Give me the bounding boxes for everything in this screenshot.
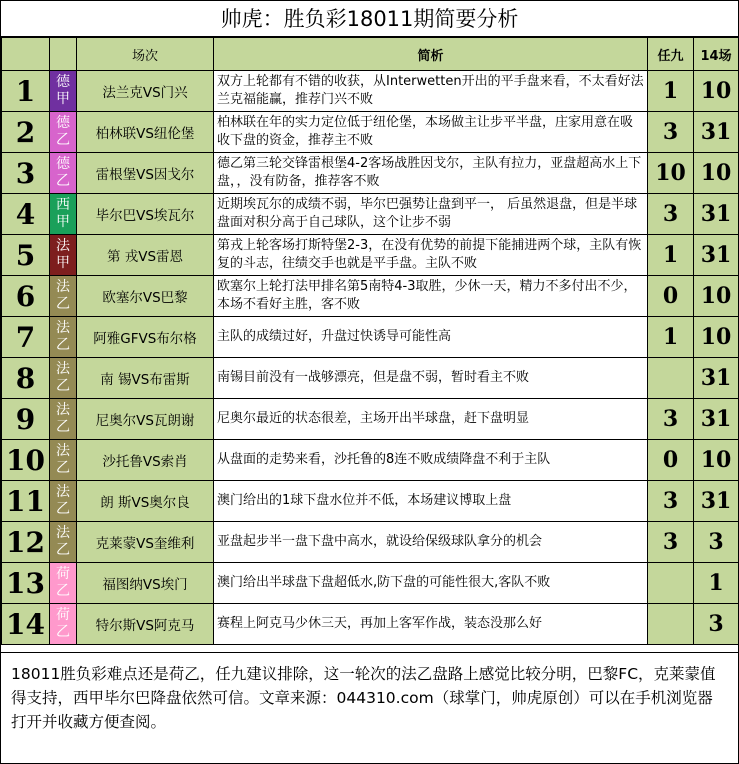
renjiu-pick: 3 [648, 522, 694, 563]
match-name: 雷根堡VS因戈尔 [77, 153, 214, 194]
league-char-1: 德 [56, 156, 70, 172]
match-analysis: 从盘面的走势来看，沙托鲁的8连不败成绩降盘不利于主队 [214, 440, 648, 481]
match-number: 10 [2, 440, 50, 481]
renjiu-pick [648, 604, 694, 645]
match-analysis: 南锡目前没有一战够漂亮，但是盘不弱，暂时看主不败 [214, 358, 648, 399]
match-name: 朗 斯VS奥尔良 [77, 481, 214, 522]
header-analysis: 简析 [214, 38, 648, 71]
table-row [2, 276, 739, 317]
league-badge [50, 358, 77, 399]
league-char-1: 法 [56, 361, 70, 377]
league-char-1: 法 [56, 525, 70, 541]
fourteen-pick: 31 [694, 235, 739, 276]
league-badge [50, 153, 77, 194]
match-name: 法兰克VS门兴 [77, 71, 214, 112]
league-badge [50, 317, 77, 358]
match-analysis: 双方上轮都有不错的收获，从Interwetten开出的平手盘来看，不太看好法兰克福能赢，推荐门兴不败 [214, 71, 648, 112]
league-badge [50, 71, 77, 112]
match-name: 欧塞尔VS巴黎 [77, 276, 214, 317]
match-name: 福图纳VS埃门 [77, 563, 214, 604]
table-row [2, 604, 739, 645]
renjiu-pick [648, 563, 694, 604]
league-badge [50, 399, 77, 440]
fourteen-pick: 31 [694, 112, 739, 153]
match-number: 2 [2, 112, 50, 153]
table-row [2, 317, 739, 358]
match-number: 11 [2, 481, 50, 522]
league-char-2: 乙 [56, 173, 70, 189]
league-badge [50, 604, 77, 645]
match-name: 毕尔巴VS埃瓦尔 [77, 194, 214, 235]
match-analysis: 柏林联在年的实力定位低于纽伦堡，本场做主让步平半盘，庄家用意在吸收下盘的资金，推荐主不败 [214, 112, 648, 153]
match-name: 南 锡VS布雷斯 [77, 358, 214, 399]
match-number: 6 [2, 276, 50, 317]
match-analysis: 澳门给出的1球下盘水位并不低，本场建议博取上盘 [214, 481, 648, 522]
league-char-1: 法 [56, 402, 70, 418]
league-badge [50, 276, 77, 317]
fourteen-pick: 3 [694, 522, 739, 563]
match-analysis: 澳门给出半球盘下盘超低水,防下盘的可能性很大,客队不败 [214, 563, 648, 604]
league-char-2: 乙 [56, 583, 70, 599]
fourteen-pick: 10 [694, 440, 739, 481]
table-row [2, 358, 739, 399]
match-number: 4 [2, 194, 50, 235]
league-char-2: 乙 [56, 542, 70, 558]
league-badge [50, 563, 77, 604]
match-name: 阿雅GFVS布尔格 [77, 317, 214, 358]
match-name: 尼奥尔VS瓦朗谢 [77, 399, 214, 440]
renjiu-pick: 10 [648, 153, 694, 194]
fourteen-pick: 10 [694, 276, 739, 317]
renjiu-pick: 1 [648, 317, 694, 358]
header-league [50, 38, 77, 71]
league-badge [50, 440, 77, 481]
match-analysis: 德乙第三轮交锋雷根堡4-2客场战胜因戈尔，主队有拉力，亚盘超高水上下盘，，没有防备，推荐客不败 [214, 153, 648, 194]
renjiu-pick: 0 [648, 440, 694, 481]
match-number: 5 [2, 235, 50, 276]
league-char-2: 乙 [56, 501, 70, 517]
league-char-2: 乙 [56, 337, 70, 353]
renjiu-pick: 1 [648, 235, 694, 276]
match-analysis: 赛程上阿克马少休三天，再加上客军作战，装态没那么好 [214, 604, 648, 645]
page-title: 帅虎：胜负彩18011期简要分析 [1, 1, 738, 37]
fourteen-pick: 31 [694, 481, 739, 522]
fourteen-pick: 1 [694, 563, 739, 604]
table-row [2, 194, 739, 235]
table-row [2, 440, 739, 481]
match-number: 8 [2, 358, 50, 399]
renjiu-pick: 0 [648, 276, 694, 317]
summary-note: 18011胜负彩难点还是荷乙，任九建议排除，这一轮次的法乙盘路上感觉比较分明，巴黎FC，克莱蒙值得支持，西甲毕尔巴降盘依然可信。文章来源：044310.com（球掌门，帅虎原创）可以在手机浏览器打开并收藏方便查阅。 [1, 652, 738, 763]
table-row [2, 71, 739, 112]
match-number: 7 [2, 317, 50, 358]
fourteen-pick: 10 [694, 71, 739, 112]
table-header-row [2, 38, 739, 71]
league-char-1: 法 [56, 279, 70, 295]
match-analysis: 主队的成绩过好，升盘过快诱导可能性高 [214, 317, 648, 358]
header-renjiu: 任九 [648, 38, 694, 71]
match-analysis: 欧塞尔上轮打法甲排名第5南特4-3取胜，少休一天，精力不多付出不少，本场不看好主胜，客不败 [214, 276, 648, 317]
match-table [1, 37, 739, 645]
table-row [2, 399, 739, 440]
match-analysis: 近期埃瓦尔的成绩不弱，毕尔巴强势让盘到平一， 后虽然退盘，但是半球盘面对积分高于自己球队，这个让步不弱 [214, 194, 648, 235]
table-row [2, 235, 739, 276]
renjiu-pick: 3 [648, 194, 694, 235]
renjiu-pick: 3 [648, 399, 694, 440]
table-row [2, 522, 739, 563]
fourteen-pick: 10 [694, 153, 739, 194]
league-badge [50, 481, 77, 522]
fourteen-pick: 3 [694, 604, 739, 645]
league-badge [50, 194, 77, 235]
fourteen-pick: 10 [694, 317, 739, 358]
league-char-1: 德 [56, 74, 70, 90]
match-name: 沙托鲁VS索肖 [77, 440, 214, 481]
league-badge [50, 235, 77, 276]
match-number: 9 [2, 399, 50, 440]
renjiu-pick: 1 [648, 71, 694, 112]
league-char-1: 德 [56, 115, 70, 131]
header-fourteen: 14场 [694, 38, 739, 71]
match-number: 13 [2, 563, 50, 604]
fourteen-pick: 31 [694, 194, 739, 235]
match-name: 第 戎VS雷恩 [77, 235, 214, 276]
league-char-2: 乙 [56, 132, 70, 148]
match-name: 克莱蒙VS奎维利 [77, 522, 214, 563]
league-char-2: 甲 [56, 255, 70, 271]
league-char-2: 乙 [56, 378, 70, 394]
league-char-1: 法 [56, 443, 70, 459]
league-char-2: 乙 [56, 460, 70, 476]
league-char-1: 荷 [56, 566, 70, 582]
league-char-1: 西 [56, 197, 70, 213]
renjiu-pick: 3 [648, 112, 694, 153]
renjiu-pick [648, 358, 694, 399]
header-match: 场次 [77, 38, 214, 71]
renjiu-pick: 3 [648, 481, 694, 522]
league-char-1: 法 [56, 320, 70, 336]
league-char-2: 甲 [56, 214, 70, 230]
league-char-2: 乙 [56, 419, 70, 435]
header-blank [2, 38, 50, 71]
match-analysis: 第戎上轮客场打斯特堡2-3，在没有优势的前提下能捕进两个球，主队有恢复的斗志，往绩交手也就是平手盘。主队不败 [214, 235, 648, 276]
match-name: 柏林联VS纽伦堡 [77, 112, 214, 153]
league-badge [50, 112, 77, 153]
league-char-2: 甲 [56, 91, 70, 107]
match-number: 3 [2, 153, 50, 194]
fourteen-pick: 31 [694, 399, 739, 440]
league-char-1: 法 [56, 484, 70, 500]
table-row [2, 481, 739, 522]
match-name: 特尔斯VS阿克马 [77, 604, 214, 645]
fourteen-pick: 31 [694, 358, 739, 399]
table-row [2, 563, 739, 604]
league-char-1: 法 [56, 238, 70, 254]
table-row [2, 112, 739, 153]
match-analysis: 尼奥尔最近的状态很差，主场开出半球盘，赶下盘明显 [214, 399, 648, 440]
league-char-2: 乙 [56, 296, 70, 312]
match-analysis: 亚盘起步半一盘下盘中高水，就设给保级球队拿分的机会 [214, 522, 648, 563]
league-char-2: 乙 [56, 624, 70, 640]
match-number: 12 [2, 522, 50, 563]
match-number: 14 [2, 604, 50, 645]
league-badge [50, 522, 77, 563]
table-row [2, 153, 739, 194]
league-char-1: 荷 [56, 607, 70, 623]
match-number: 1 [2, 71, 50, 112]
